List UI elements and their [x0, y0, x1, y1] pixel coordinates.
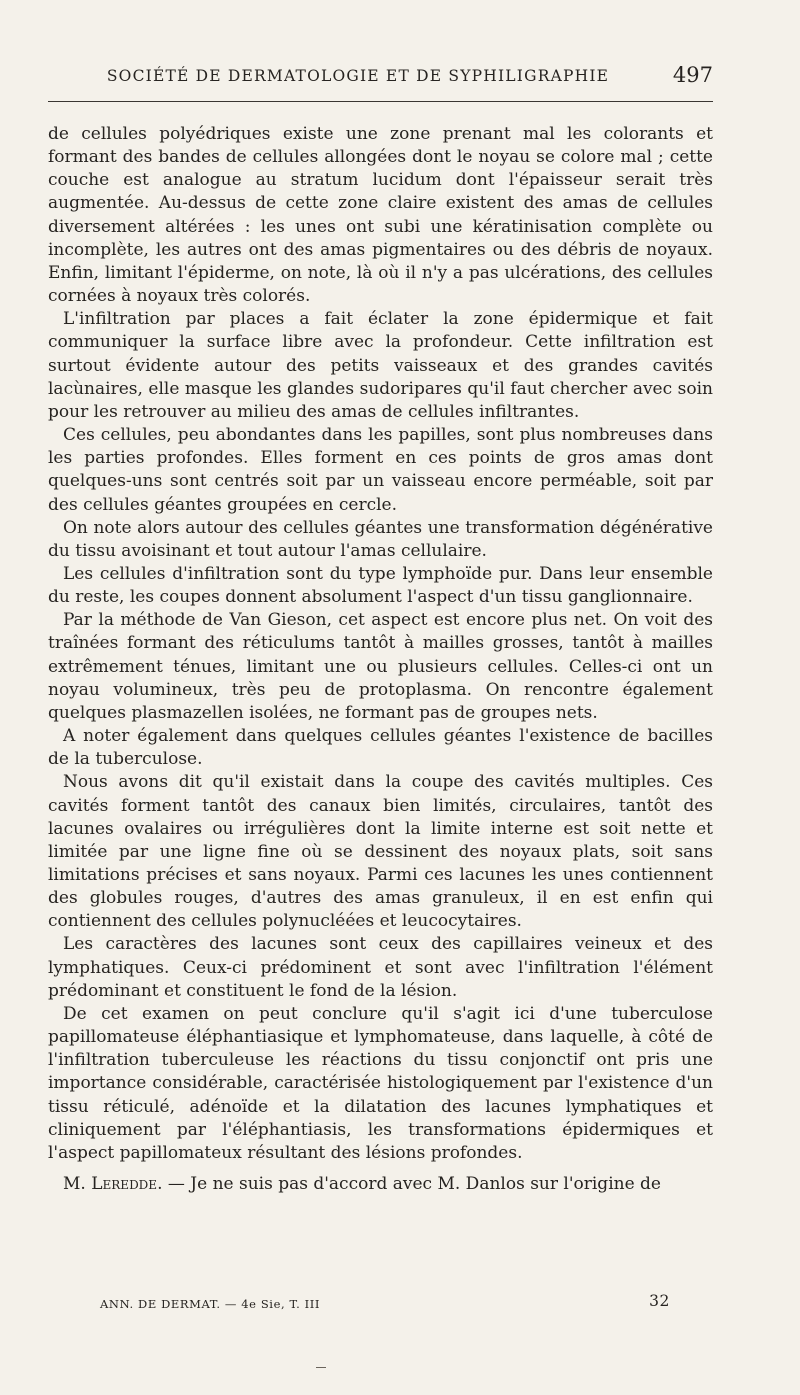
paragraph: de cellules polyédriques existe une zone prenant mal les colorants et formant des bandes de cellules allongées dont le noyau se colore mal ; cette couche est analogue au stratum lucidum dont l'épaisseur serait très augmentée. Au-dessus de cette zone claire existent des amas de cellules diversement altérées : les unes ont subi une kératinisation complète ou incomplète, les autres ont des amas pigmentaires ou des débris de noyaux. Enfin, limitant l'épiderme, on note, là où il n'y a pas ulcérations, des cellules cornées à noyaux très colorés.: [48, 124, 713, 307]
journal-reference: ANN. DE DERMAT. — 4e Sie, T. III: [100, 1297, 321, 1311]
speaker-paragraph: [48, 1173, 713, 1196]
paragraph: Les cellules d'infiltration sont du type lymphoïde pur. Dans leur ensemble du reste, les coupes donnent absolument l'aspect d'un tissu ganglionnaire.: [48, 563, 713, 608]
speaker-prefix: M.: [63, 1174, 92, 1195]
header-rule: [48, 101, 713, 102]
running-title: SOCIÉTÉ DE DERMATOLOGIE ET DE SYPHILIGRAPHIE: [106, 67, 610, 85]
printer-mark: [316, 1367, 326, 1368]
paragraph: On note alors autour des cellules géantes une transformation dégénérative du tissu avoisinant et tout autour l'amas cellulaire.: [48, 517, 713, 561]
page-number: 497: [672, 63, 713, 87]
running-head: [48, 62, 713, 90]
paragraph: Ces cellules, peu abondantes dans les papilles, sont plus nombreuses dans les parties profondes. Elles forment en ces points de gros amas dont quelques-uns sont centrés soit par un vaisseau encore perméable, soit par des cellules géantes groupées en cercle.: [48, 425, 713, 515]
speaker-text: . — Je ne suis pas d'accord avec M. Danlos sur l'origine de: [157, 1174, 661, 1195]
paragraph: Nous avons dit qu'il existait dans la coupe des cavités multiples. Ces cavités forment tantôt des canaux bien limités, circulaires, tantôt des lacunes ovalaires ou irrégulières dont la limite interne est soit nette et limitée par une ligne fine où se dessinent des noyaux plats, soit sans limitations précises et sans noyaux. Parmi ces lacunes les unes contiennent des globules rouges, d'autres des amas granuleux, il en est enfin qui contiennent des cellules polynucléées et leucocytaires.: [48, 772, 713, 932]
body-text: [48, 123, 713, 1196]
paragraph: L'infiltration par places a fait éclater la zone épidermique et fait communiquer la surface libre avec la profondeur. Cette infiltration est surtout évidente autour des petits vaisseaux et des grandes cavités lacùnaires, elle masque les glandes sudoripares qu'il faut chercher avec soin pour les retrouver au milieu des amas de cellules infiltrantes.: [48, 309, 713, 422]
footer: [100, 1292, 670, 1316]
paragraph: De cet examen on peut conclure qu'il s'agit ici d'une tuberculose papillomateuse éléphantiasique et lymphomateuse, dans laquelle, à côté de l'infiltration tuberculeuse les réactions du tissu conjonctif ont pris une importance considérable, caractérisée histologiquement par l'existence d'un tissu réticulé, adénoïde et la dilatation des lacunes lymphatiques et cliniquement par l'éléphantiasis, les transformations épidermiques et l'aspect papillomateux résultant des lésions profondes.: [48, 1003, 713, 1163]
speaker-name: Leredde: [91, 1174, 158, 1195]
paragraph: Les caractères des lacunes sont ceux des capillaires veineux et des lymphatiques. Ceux-ci prédominent et sont avec l'infiltration l'élément prédominant et constituent le fond de la lésion.: [48, 934, 713, 1001]
signature-mark: 32: [649, 1292, 670, 1310]
paragraph: A noter également dans quelques cellules géantes l'existence de bacilles de la tuberculose.: [48, 726, 713, 770]
paragraph: Par la méthode de Van Gieson, cet aspect est encore plus net. On voit des traînées formant des réticulums tantôt à mailles grosses, tantôt à mailles extrêmement ténues, limitant une ou plusieurs cellules. Celles-ci ont un noyau volumineux, très peu de protoplasma. On rencontre également quelques plasmazellen isolées, ne formant pas de groupes nets.: [48, 610, 713, 723]
